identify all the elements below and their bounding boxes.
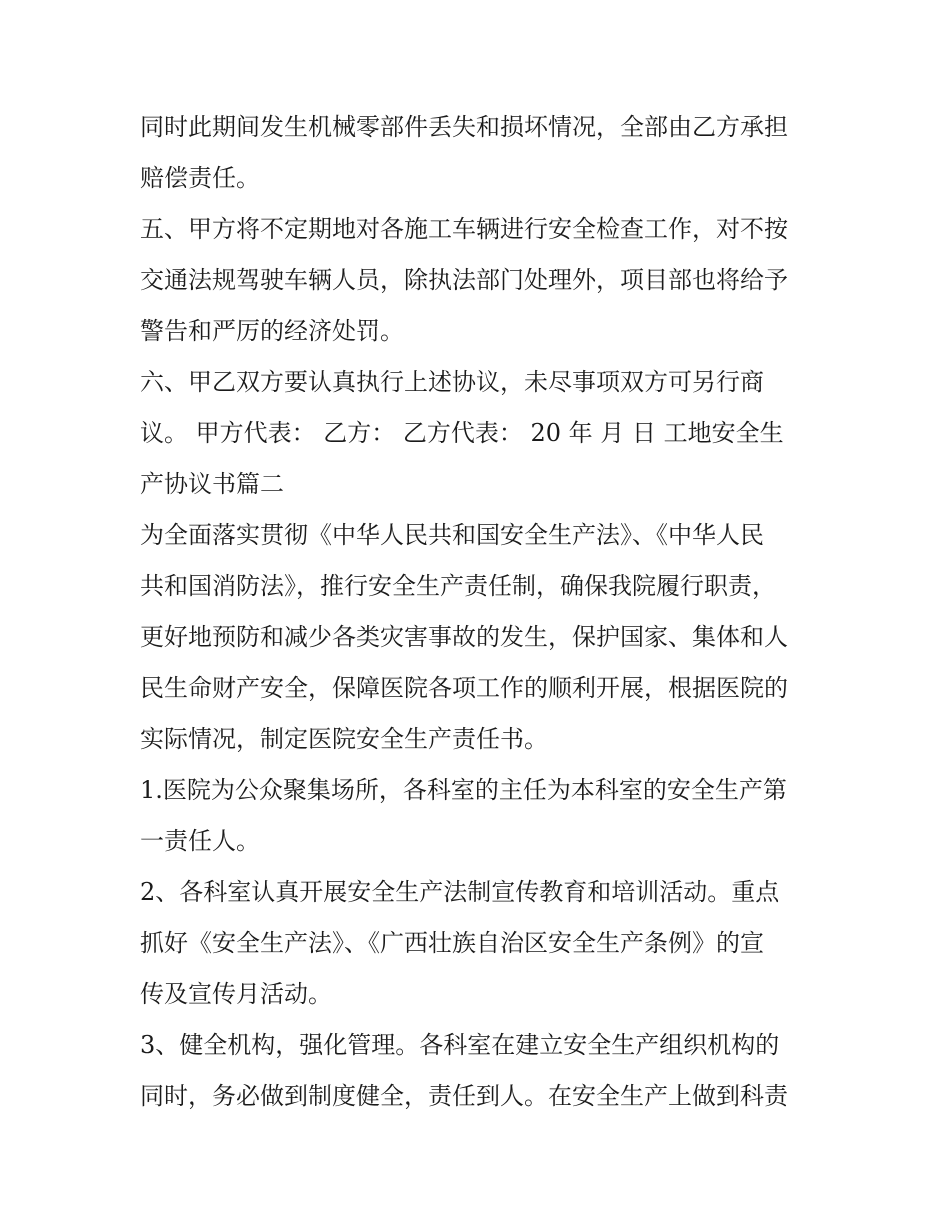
text-line: 六、甲乙双方要认真执行上述协议，未尽事项双方可另行商 — [140, 368, 764, 396]
text-line: 同时此期间发生机械零部件丢失和损坏情况，全部由乙方承担 — [140, 113, 788, 141]
text-line: 产协议书篇二 — [140, 470, 284, 498]
text-line: 五、甲方将不定期地对各施工车辆进行安全检查工作，对不按 — [140, 215, 788, 243]
text-line: 一责任人。 — [140, 827, 260, 855]
text-line: 警告和严厉的经济处罚。 — [140, 317, 404, 345]
text-line: 传及宣传月活动。 — [140, 980, 332, 1008]
text-line: 共和国消防法》，推行安全生产责任制，确保我院履行职责， — [140, 572, 776, 600]
text-line: 为全面落实贯彻《中华人民共和国安全生产法》、《中华人民 — [140, 521, 764, 549]
text-line: 3、健全机构，强化管理。各科室在建立安全生产组织机构的 — [140, 1031, 780, 1059]
text-line: 交通法规驾驶车辆人员，除执法部门处理外，项目部也将给予 — [140, 266, 788, 294]
text-line: 赔偿责任。 — [140, 164, 260, 192]
document-body — [140, 102, 820, 1122]
text-line: 议。 甲方代表： 乙方： 乙方代表： 20 年 月 日 工地安全生 — [140, 419, 784, 447]
text-line: 实际情况，制定医院安全生产责任书。 — [140, 725, 548, 753]
text-line: 2、各科室认真开展安全生产法制宣传教育和培训活动。重点 — [140, 878, 780, 906]
text-line: 更好地预防和减少各类灾害事故的发生，保护国家、集体和人 — [140, 623, 788, 651]
text-line: 1.医院为公众聚集场所，各科室的主任为本科室的安全生产第 — [140, 776, 787, 804]
text-line: 同时，务必做到制度健全，责任到人。在安全生产上做到科责 — [140, 1082, 788, 1110]
text-line: 民生命财产安全，保障医院各项工作的顺利开展，根据医院的 — [140, 674, 788, 702]
text-line: 抓好《安全生产法》、《广西壮族自治区安全生产条例》的宣 — [140, 929, 764, 957]
